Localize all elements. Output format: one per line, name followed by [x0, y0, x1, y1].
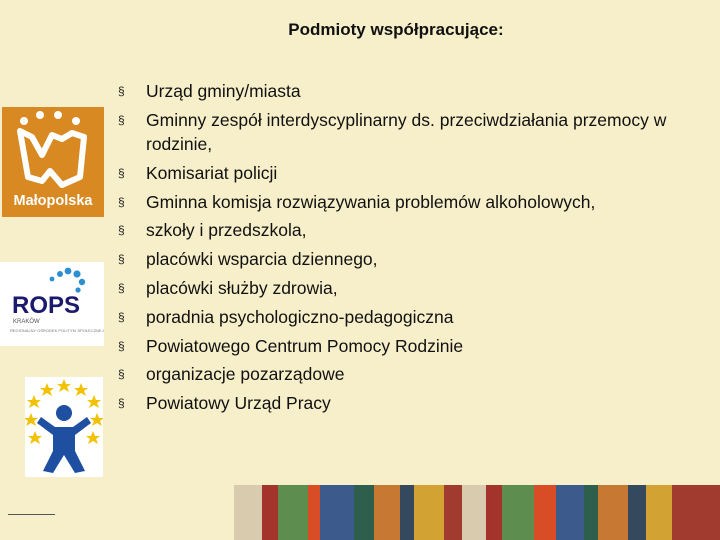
list-item — [118, 274, 698, 303]
bullet-icon: § — [118, 309, 125, 324]
malopolska-label: Małopolska — [13, 193, 93, 209]
list-item-text: placówki wsparcia dziennego, — [146, 249, 378, 270]
child-with-stars-icon — [25, 377, 103, 477]
list-item-text: poradnia psychologiczno-pedagogiczna — [146, 306, 454, 327]
stripe — [278, 485, 308, 540]
stripe — [462, 485, 486, 540]
stripe — [262, 485, 278, 540]
child-stars-logo — [25, 377, 103, 477]
bullet-icon: § — [118, 165, 125, 180]
stripe — [444, 485, 462, 540]
list-item-text: Powiatowy Urząd Pracy — [146, 393, 331, 414]
malopolska-logo — [2, 107, 104, 217]
stripe — [374, 485, 400, 540]
list-item-text: placówki służby zdrowia, — [146, 277, 338, 298]
stripe — [584, 485, 598, 540]
list-item — [118, 389, 698, 418]
list-item — [118, 106, 698, 159]
list-item — [118, 159, 698, 188]
list-item-text: szkoły i przedszkola, — [146, 220, 307, 241]
stripe — [556, 485, 584, 540]
stripe — [308, 485, 320, 540]
list-item — [118, 216, 698, 245]
rops-logo — [0, 262, 104, 346]
stripe — [628, 485, 646, 540]
list-item — [118, 303, 698, 332]
stripe — [502, 485, 534, 540]
stripe — [534, 485, 556, 540]
list-item-text: Gminny zespół interdyscyplinarny ds. przeciwdziałania przemocy w rodzinie, — [146, 109, 667, 154]
stripe — [646, 485, 672, 540]
bullet-icon: § — [118, 396, 125, 411]
bullet-icon: § — [118, 112, 125, 127]
rops-city: KRAKÓW — [13, 319, 40, 325]
stripe — [598, 485, 628, 540]
list-item-text: Urząd gminy/miasta — [146, 81, 301, 101]
list-item-text: Gminna komisja rozwiązywania problemów alkoholowych, — [146, 191, 596, 212]
stripe — [354, 485, 374, 540]
bullet-icon: § — [118, 252, 125, 267]
list-item — [118, 360, 698, 389]
decorative-stripes — [234, 485, 720, 540]
bullet-icon: § — [118, 367, 125, 382]
bullet-list — [118, 77, 698, 418]
stripe — [400, 485, 414, 540]
list-item-text: Komisariat policji — [146, 162, 278, 183]
list-item — [118, 332, 698, 361]
rops-label: ROPS — [12, 292, 81, 319]
bullet-icon: § — [118, 280, 125, 295]
list-item — [118, 245, 698, 274]
divider-line — [8, 514, 55, 515]
rops-swirl-icon — [0, 262, 104, 296]
stripe — [672, 485, 720, 540]
stripe — [234, 485, 262, 540]
slide-title: Podmioty współpracujące: — [288, 20, 504, 39]
list-item-text: organizacje pozarządowe — [146, 364, 345, 385]
stripe — [320, 485, 354, 540]
stripe — [486, 485, 502, 540]
list-item-text: Powiatowego Centrum Pomocy Rodzinie — [146, 335, 464, 356]
bullet-icon: § — [118, 194, 125, 209]
list-item — [118, 188, 698, 217]
bullet-icon: § — [118, 84, 125, 98]
bullet-icon: § — [118, 223, 125, 238]
malopolska-emblem-icon — [2, 107, 104, 197]
stripe — [414, 485, 444, 540]
list-item — [118, 77, 698, 106]
bullet-icon: § — [118, 338, 125, 353]
rops-tagline: REGIONALNY OŚRODEK POLITYKI SPOŁECZNEJ — [10, 328, 104, 333]
